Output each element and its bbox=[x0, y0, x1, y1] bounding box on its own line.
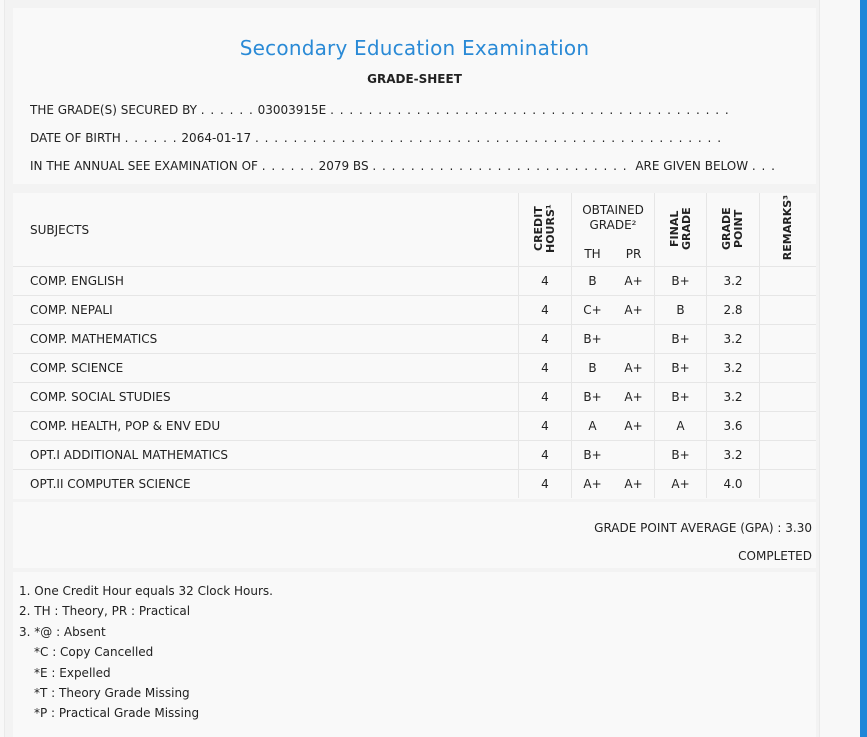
dob-value: 2064-01-17 bbox=[181, 131, 252, 145]
pr-grade-cell bbox=[613, 325, 655, 354]
header-obtained-grade: OBTAINED GRADE² bbox=[572, 193, 655, 242]
grades-table bbox=[13, 193, 816, 498]
subject-cell: OPT.II COMPUTER SCIENCE bbox=[13, 470, 519, 499]
pr-grade-cell: A+ bbox=[613, 267, 655, 296]
grade-point-cell: 3.2 bbox=[707, 383, 760, 412]
footnote: *T : Theory Grade Missing bbox=[34, 686, 190, 701]
table-row bbox=[13, 267, 816, 296]
credit-cell: 4 bbox=[519, 325, 572, 354]
table-row bbox=[13, 441, 816, 470]
remarks-cell bbox=[760, 296, 817, 325]
pr-grade-cell: A+ bbox=[613, 354, 655, 383]
dob-line: DATE OF BIRTH . . . . . . 2064-01-17 . . . bbox=[30, 130, 720, 146]
final-grade-cell: B+ bbox=[655, 325, 707, 354]
final-grade-cell: B+ bbox=[655, 383, 707, 412]
table-row bbox=[13, 412, 816, 441]
footnotes bbox=[19, 581, 273, 724]
exam-label: IN THE ANNUAL SEE EXAMINATION OF bbox=[30, 159, 258, 173]
grade-point-cell: 3.2 bbox=[707, 267, 760, 296]
grade-point-cell: 3.2 bbox=[707, 354, 760, 383]
grade-point-cell: 3.2 bbox=[707, 325, 760, 354]
th-grade-cell: B bbox=[572, 267, 614, 296]
credit-cell: 4 bbox=[519, 412, 572, 441]
pr-grade-cell: A+ bbox=[613, 412, 655, 441]
grades-table-panel bbox=[13, 193, 816, 499]
exam-title: Secondary Education Examination bbox=[239, 36, 590, 60]
credit-cell: 4 bbox=[519, 296, 572, 325]
final-grade-cell: B+ bbox=[655, 267, 707, 296]
pr-grade-cell bbox=[613, 441, 655, 470]
table-row bbox=[13, 470, 816, 499]
th-grade-cell: A+ bbox=[572, 470, 614, 499]
th-grade-cell: B+ bbox=[572, 441, 614, 470]
credit-cell: 4 bbox=[519, 470, 572, 499]
pr-grade-cell: A+ bbox=[613, 383, 655, 412]
remarks-cell bbox=[760, 470, 817, 499]
pr-grade-cell: A+ bbox=[613, 470, 655, 499]
header-grade-point: GRADE POINT bbox=[707, 193, 760, 267]
footnote: 2. TH : Theory, PR : Practical bbox=[19, 604, 191, 619]
table-row bbox=[13, 325, 816, 354]
th-grade-cell: B bbox=[572, 354, 614, 383]
footnote: *C : Copy Cancelled bbox=[34, 645, 154, 660]
footnote: *E : Expelled bbox=[34, 665, 111, 680]
subject-cell: COMP. SCIENCE bbox=[13, 354, 519, 383]
secured-by-line: THE GRADE(S) SECURED BY . . . . . . 03003915E . . . bbox=[30, 102, 730, 118]
remarks-cell bbox=[760, 354, 817, 383]
header-pr: PR bbox=[625, 247, 642, 261]
header-remarks: REMARKS³ bbox=[760, 193, 817, 267]
gpa-panel bbox=[13, 502, 816, 568]
final-grade-cell: B+ bbox=[655, 354, 707, 383]
footnote: 1. One Credit Hour equals 32 Clock Hours. bbox=[19, 584, 273, 598]
th-grade-cell: A bbox=[572, 412, 614, 441]
th-grade-cell: B+ bbox=[572, 383, 614, 412]
symbol-number: 03003915E bbox=[257, 103, 327, 117]
grade-point-cell: 3.2 bbox=[707, 441, 760, 470]
result-status: COMPLETED bbox=[738, 549, 812, 563]
subject-cell: COMP. NEPALI bbox=[13, 296, 519, 325]
grade-point-cell: 3.6 bbox=[707, 412, 760, 441]
grade-sheet bbox=[4, 0, 820, 737]
remarks-cell bbox=[760, 412, 817, 441]
header-credit-hours: CREDIT HOURS¹ bbox=[519, 193, 572, 267]
secured-by-label: THE GRADE(S) SECURED BY bbox=[30, 103, 197, 117]
dob-label: DATE OF BIRTH bbox=[30, 131, 121, 145]
credit-cell: 4 bbox=[519, 267, 572, 296]
subject-cell: COMP. ENGLISH bbox=[13, 267, 519, 296]
table-row bbox=[13, 383, 816, 412]
grade-point-cell: 4.0 bbox=[707, 470, 760, 499]
header-panel bbox=[13, 8, 816, 184]
pr-grade-cell: A+ bbox=[613, 296, 655, 325]
footnote: *P : Practical Grade Missing bbox=[34, 706, 200, 721]
subject-cell: OPT.I ADDITIONAL MATHEMATICS bbox=[13, 441, 519, 470]
remarks-cell bbox=[760, 325, 817, 354]
final-grade-cell: A bbox=[655, 412, 707, 441]
remarks-cell bbox=[760, 383, 817, 412]
final-grade-cell: B bbox=[655, 296, 707, 325]
subject-cell: COMP. SOCIAL STUDIES bbox=[13, 383, 519, 412]
credit-cell: 4 bbox=[519, 441, 572, 470]
credit-cell: 4 bbox=[519, 383, 572, 412]
grade-point-cell: 2.8 bbox=[707, 296, 760, 325]
subject-cell: COMP. HEALTH, POP & ENV EDU bbox=[13, 412, 519, 441]
exam-line: IN THE ANNUAL SEE EXAMINATION OF . . . . . . 2079 BS . . . ARE GIVEN BELOW . . . bbox=[30, 158, 776, 174]
remarks-cell bbox=[760, 441, 817, 470]
remarks-cell bbox=[760, 267, 817, 296]
final-grade-cell: B+ bbox=[655, 441, 707, 470]
table-row bbox=[13, 354, 816, 383]
footnotes-panel bbox=[13, 572, 816, 737]
credit-cell: 4 bbox=[519, 354, 572, 383]
gpa-value: GRADE POINT AVERAGE (GPA) : 3.30 bbox=[594, 521, 812, 535]
header-subjects: SUBJECTS bbox=[30, 222, 90, 237]
page-scrollbar[interactable] bbox=[860, 0, 867, 737]
th-grade-cell: C+ bbox=[572, 296, 614, 325]
th-grade-cell: B+ bbox=[572, 325, 614, 354]
footnote: 3. *@ : Absent bbox=[19, 624, 106, 639]
final-grade-cell: A+ bbox=[655, 470, 707, 499]
header-th: TH bbox=[572, 242, 614, 267]
exam-year: 2079 BS bbox=[318, 159, 369, 173]
subject-cell: COMP. MATHEMATICS bbox=[13, 325, 519, 354]
given-below-label: ARE GIVEN BELOW bbox=[635, 159, 749, 173]
header-final-grade: FINAL GRADE bbox=[655, 193, 707, 267]
grade-sheet-heading: GRADE-SHEET bbox=[367, 72, 462, 86]
table-row bbox=[13, 296, 816, 325]
